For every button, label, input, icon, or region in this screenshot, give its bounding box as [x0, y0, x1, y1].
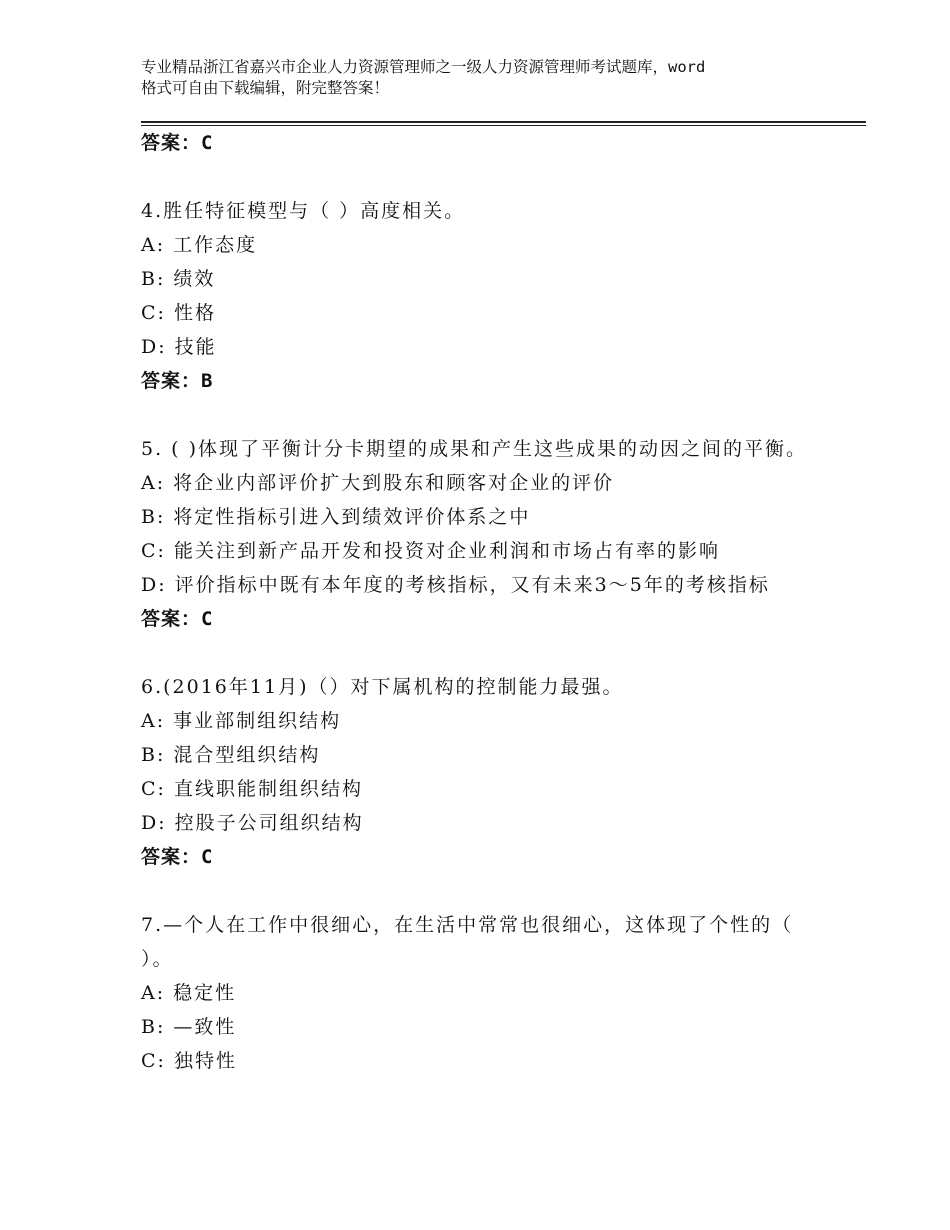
option-a: A: 稳定性	[141, 982, 237, 1004]
spacer	[141, 398, 831, 432]
option-c: C: 性格	[141, 302, 216, 324]
document-body	[141, 126, 831, 1078]
spacer	[141, 636, 831, 670]
question-stem: 6.(2016年11月)（）对下属机构的控制能力最强。	[141, 676, 624, 698]
spacer	[141, 874, 831, 908]
option-c: C: 独特性	[141, 1050, 237, 1072]
option-b: B: —致性	[141, 1016, 237, 1038]
option-a: A: 将企业内部评价扩大到股东和顾客对企业的评价	[141, 472, 615, 494]
spacer	[141, 160, 831, 194]
option-c: C: 直线职能制组织结构	[141, 778, 363, 800]
answer-line: 答案：C	[141, 132, 214, 154]
option-c: C: 能关注到新产品开发和投资对企业利润和市场占有率的影响	[141, 540, 720, 562]
option-b: B: 将定性指标引进入到绩效评价体系之中	[141, 506, 531, 528]
option-a: A: 工作态度	[141, 234, 258, 256]
question-5	[141, 432, 831, 636]
question-6	[141, 670, 831, 874]
option-b: B: 混合型组织结构	[141, 744, 321, 766]
option-d: D: 控股子公司组织结构	[141, 812, 364, 834]
question-stem: 7.—个人在工作中很细心，在生活中常常也很细心，这体现了个性的（ ）。	[141, 914, 794, 970]
answer-line: 答案：C	[141, 846, 214, 868]
header-line-1: 专业精品浙江省嘉兴市企业人力资源管理师之一级人力资源管理师考试题库，word	[141, 58, 706, 76]
header-divider	[141, 121, 866, 123]
answer-line: 答案：B	[141, 370, 214, 392]
question-stem: 5. ( )体现了平衡计分卡期望的成果和产生这些成果的动因之间的平衡。	[141, 438, 808, 460]
question-4	[141, 194, 831, 398]
option-b: B: 绩效	[141, 268, 216, 290]
option-d: D: 评价指标中既有本年度的考核指标，又有未来3～5年的考核指标	[141, 574, 770, 596]
document-header	[141, 57, 831, 99]
answer-line: 答案：C	[141, 608, 214, 630]
option-d: D: 技能	[141, 336, 217, 358]
question-stem: 4.胜任特征模型与（ ）高度相关。	[141, 200, 466, 222]
question-7	[141, 908, 831, 1078]
header-line-2: 格式可自由下载编辑，附完整答案！	[141, 79, 390, 97]
option-a: A: 事业部制组织结构	[141, 710, 342, 732]
